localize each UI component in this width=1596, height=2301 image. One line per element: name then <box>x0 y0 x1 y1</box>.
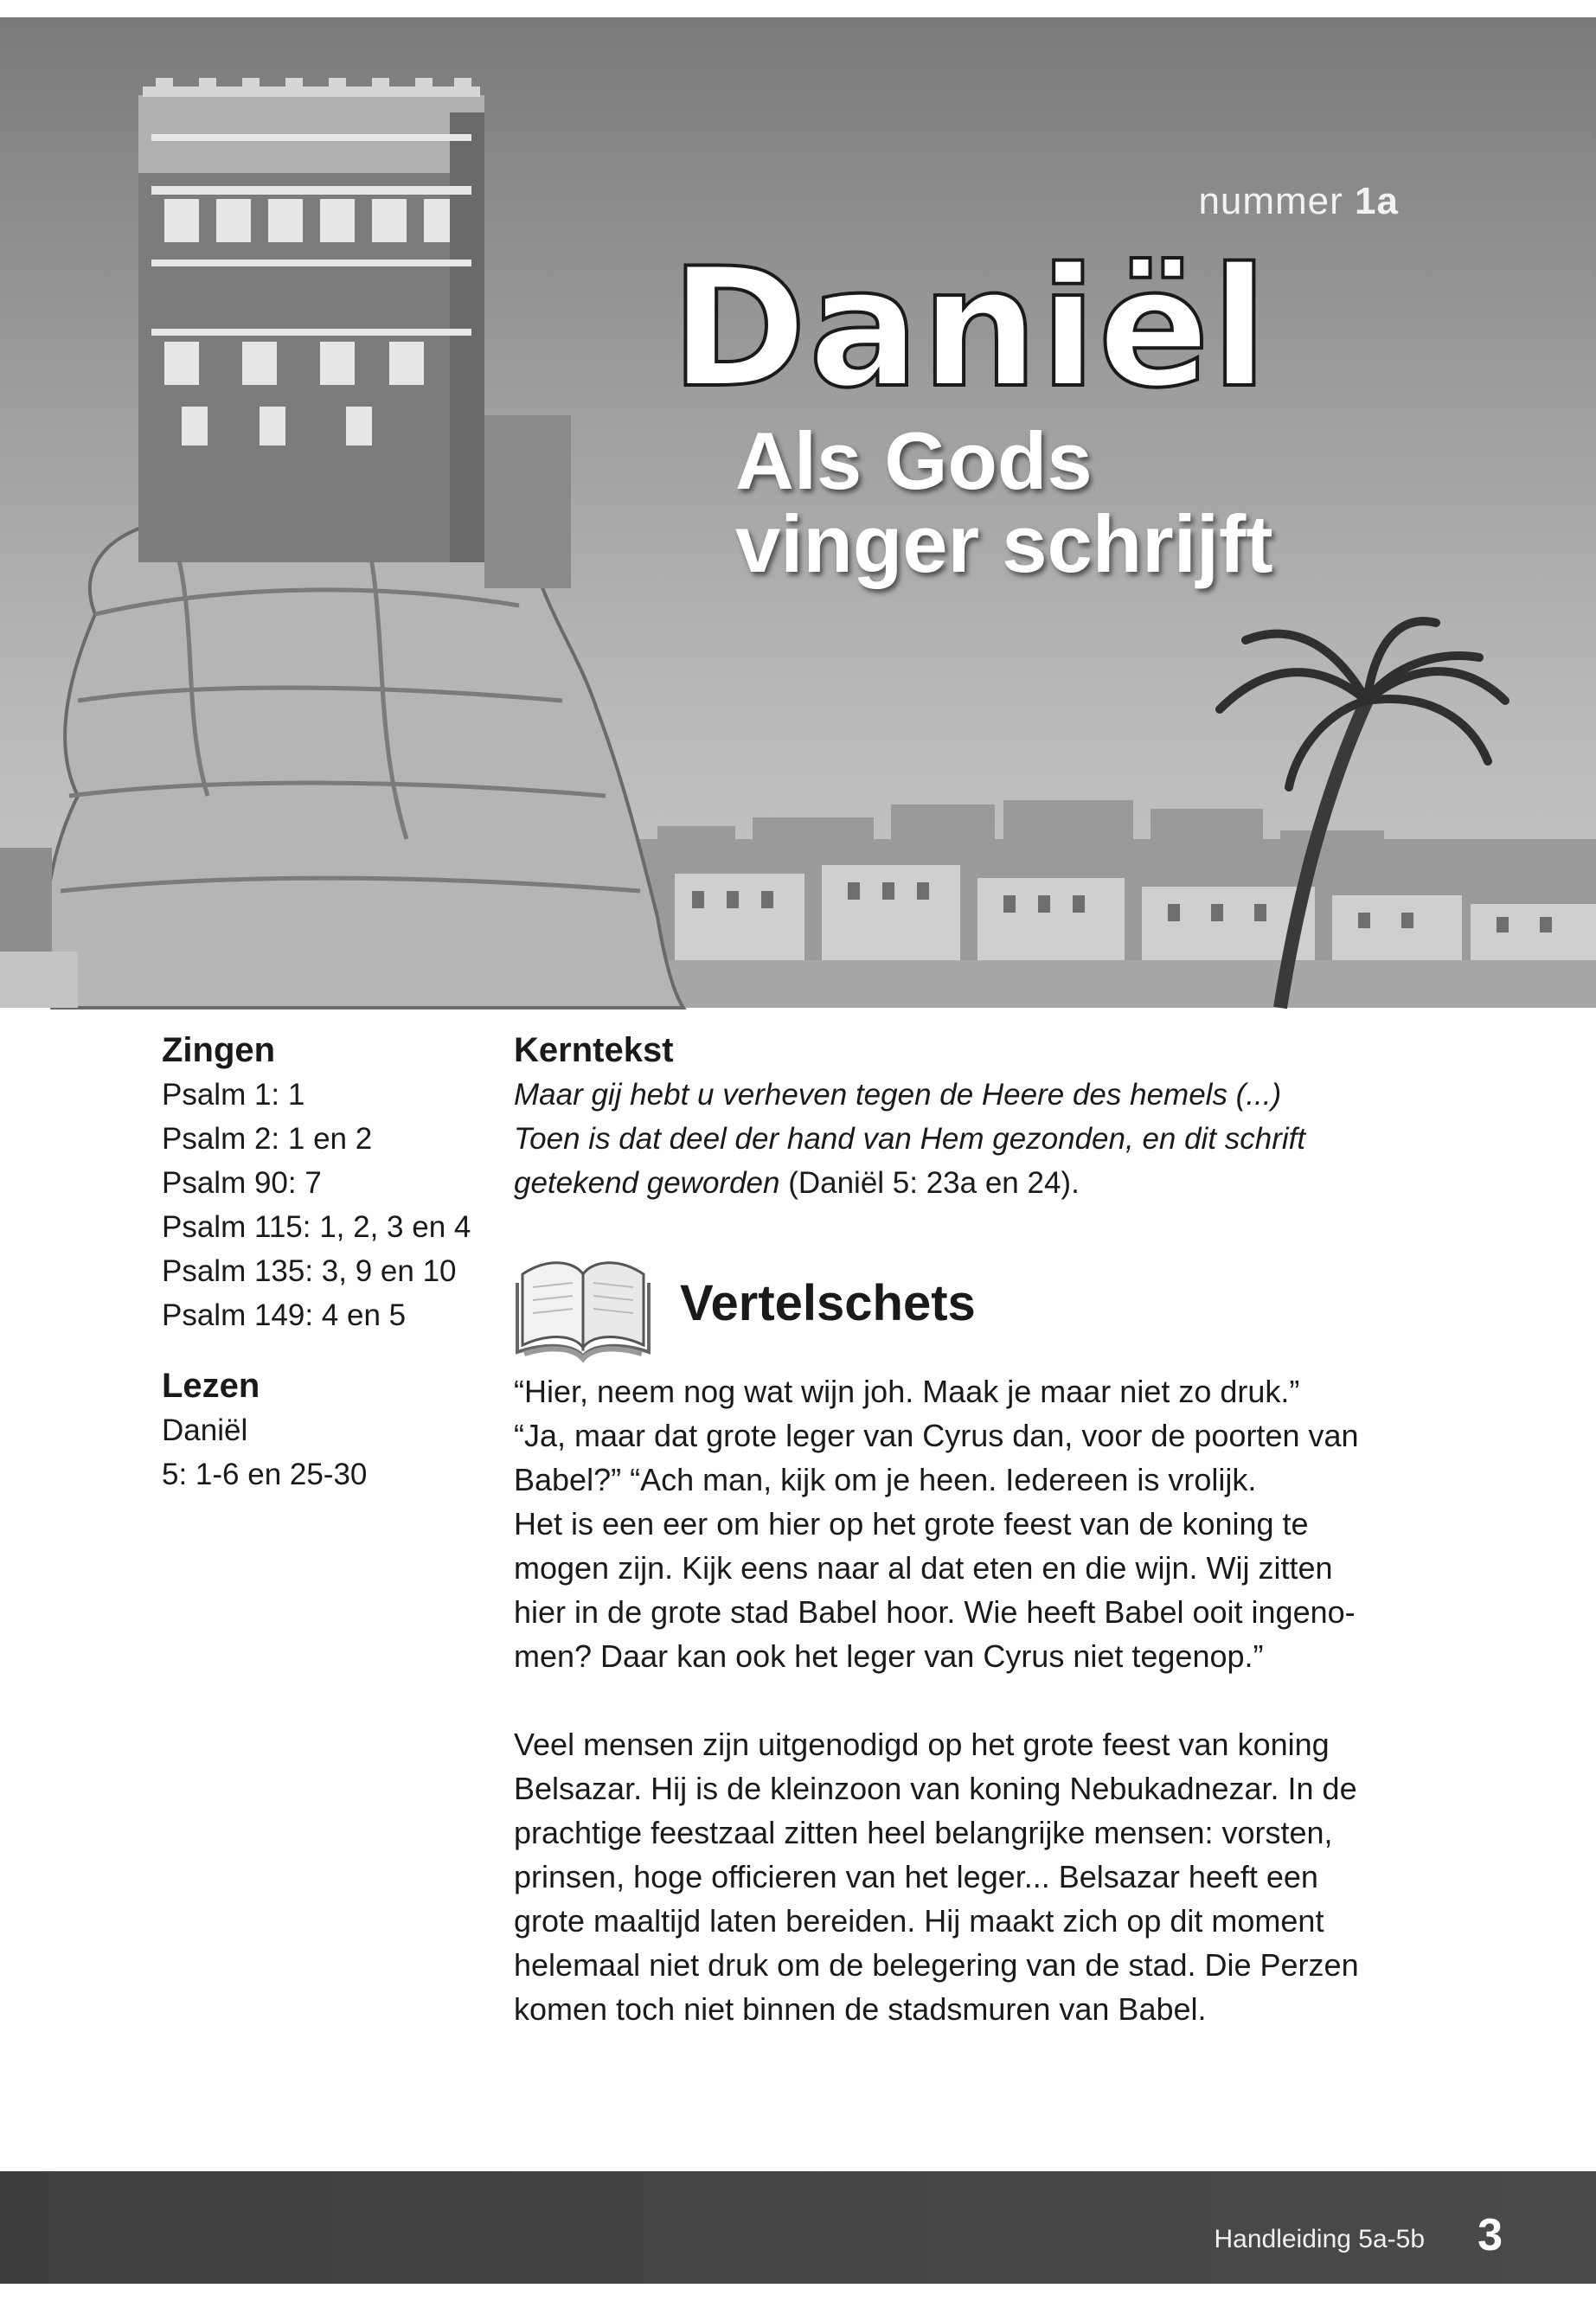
story-line: hier in de grote stad Babel hoor. Wie heeft Babel ooit ingeno- <box>514 1594 1356 1630</box>
list-item: Psalm 1: 1 <box>162 1078 305 1112</box>
list-item: Psalm 90: 7 <box>162 1166 322 1200</box>
kerntekst-heading: Kerntekst <box>514 1031 674 1069</box>
story-line: Babel?” “Ach man, kijk om je heen. Iedereen is vrolijk. <box>514 1462 1257 1497</box>
footer-label: Handleiding 5a-5b <box>1214 2225 1425 2253</box>
sidebar-column <box>162 1028 473 1497</box>
bible-reference: (Daniël 5: 23a en 24). <box>779 1166 1080 1200</box>
open-book-icon <box>514 1240 652 1361</box>
lezen-line: 5: 1-6 en 25-30 <box>162 1458 368 1491</box>
story-line: komen toch niet binnen de stadsmuren van Babel. <box>514 1991 1207 2027</box>
story-line: men? Daar kan ook het leger van Cyrus niet tegenop.” <box>514 1638 1264 1674</box>
quote-line: Maar gij hebt u verheven tegen de Heere des hemels (...) <box>514 1078 1282 1112</box>
story-line: Belsazar. Hij is de kleinzoon van koning Nebukadnezar. In de <box>514 1771 1357 1806</box>
story-line: prinsen, hoge officieren van het leger... Belsazar heeft een <box>514 1859 1318 1894</box>
list-item: Psalm 2: 1 en 2 <box>162 1122 373 1156</box>
list-item: Psalm 115: 1, 2, 3 en 4 <box>162 1210 471 1244</box>
page-title: Daniël <box>670 233 1270 424</box>
issue-number <box>1198 180 1399 223</box>
vertelschets-header <box>514 1240 1465 1369</box>
title-logo <box>670 233 1270 433</box>
footer-bar <box>0 2171 1596 2284</box>
story-line: grote maaltijd laten bereiden. Hij maakt zich op dit moment <box>514 1903 1324 1939</box>
lezen-heading: Lezen <box>162 1367 260 1405</box>
kerntekst-block <box>514 1028 1465 1205</box>
story-line: “Hier, neem nog wat wijn joh. Maak je maar niet zo druk.” <box>514 1374 1300 1409</box>
quote-line: getekend geworden <box>514 1166 780 1200</box>
lezen-line: Daniël <box>162 1413 248 1447</box>
zingen-block <box>162 1028 473 1337</box>
story-line: “Ja, maar dat grote leger van Cyrus dan, voor de poorten van <box>514 1418 1359 1453</box>
vertelschets-heading: Vertelschets <box>680 1275 976 1331</box>
lezen-block <box>162 1363 473 1497</box>
issue-number-value: 1a <box>1355 180 1399 222</box>
issue-label: nummer <box>1198 180 1343 222</box>
story-line: Veel mensen zijn uitgenodigd op het grote feest van koning <box>514 1727 1330 1762</box>
story-line: Het is een eer om hier op het grote feest van de koning te <box>514 1506 1309 1541</box>
story-paragraph <box>514 1369 1465 1678</box>
subtitle <box>735 415 1514 589</box>
story-line: mogen zijn. Kijk eens naar al dat eten en die wijn. Wij zitten <box>514 1550 1333 1586</box>
story-paragraph <box>514 1722 1465 2031</box>
list-item: Psalm 149: 4 en 5 <box>162 1298 407 1332</box>
quote-line: Toen is dat deel der hand van Hem gezonden, en dit schrift <box>514 1122 1306 1156</box>
subtitle-line: vinger schrijft <box>735 498 1273 589</box>
header-photo <box>0 17 1596 1008</box>
zingen-heading: Zingen <box>162 1031 276 1069</box>
story-line: prachtige feestzaal zitten heel belangrijke mensen: vorsten, <box>514 1815 1333 1850</box>
kerntekst-quote <box>514 1073 1465 1205</box>
subtitle-line: Als Gods <box>735 415 1093 506</box>
page-number: 3 <box>1477 2210 1503 2260</box>
list-item: Psalm 135: 3, 9 en 10 <box>162 1254 457 1288</box>
story-line: helemaal niet druk om de belegering van de stad. Die Perzen <box>514 1947 1359 1983</box>
main-column <box>514 1028 1465 2031</box>
